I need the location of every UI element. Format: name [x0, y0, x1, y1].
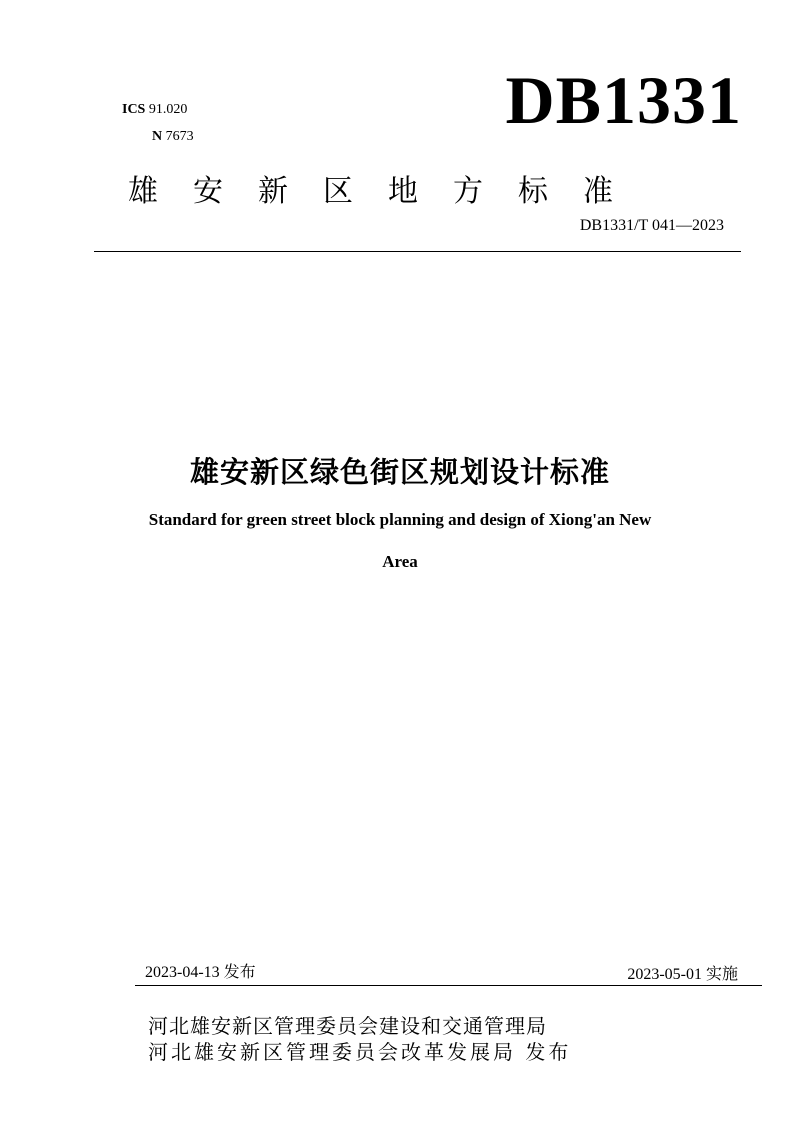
standard-number: DB1331/T 041—2023: [579, 217, 724, 234]
standard-code-large: DB1331: [505, 62, 742, 138]
ccs-code: [152, 129, 194, 145]
document-title-english-line1: Standard for green street block planning and design of Xiong'an New: [148, 510, 652, 529]
document-title-english-line2: Area: [382, 552, 418, 571]
issue-date: 2023-04-13 发布: [145, 964, 256, 981]
ics-label: ICS: [122, 102, 146, 117]
document-title-chinese: 雄安新区绿色街区规划设计标准: [189, 455, 610, 489]
top-divider: [94, 251, 741, 252]
ccs-label: N: [152, 129, 163, 144]
ics-code: [122, 102, 187, 118]
bottom-divider: [135, 985, 762, 986]
ccs-value: 7673: [165, 129, 194, 144]
publisher-line-2: 河北雄安新区管理委员会改革发展局 发布: [148, 1040, 572, 1064]
publisher-line-1: 河北雄安新区管理委员会建设和交通管理局: [148, 1014, 547, 1038]
ics-value: 91.020: [148, 102, 188, 117]
implementation-date: 2023-05-01 实施: [627, 966, 738, 983]
standard-type: 雄安新区地方标准: [128, 174, 648, 209]
